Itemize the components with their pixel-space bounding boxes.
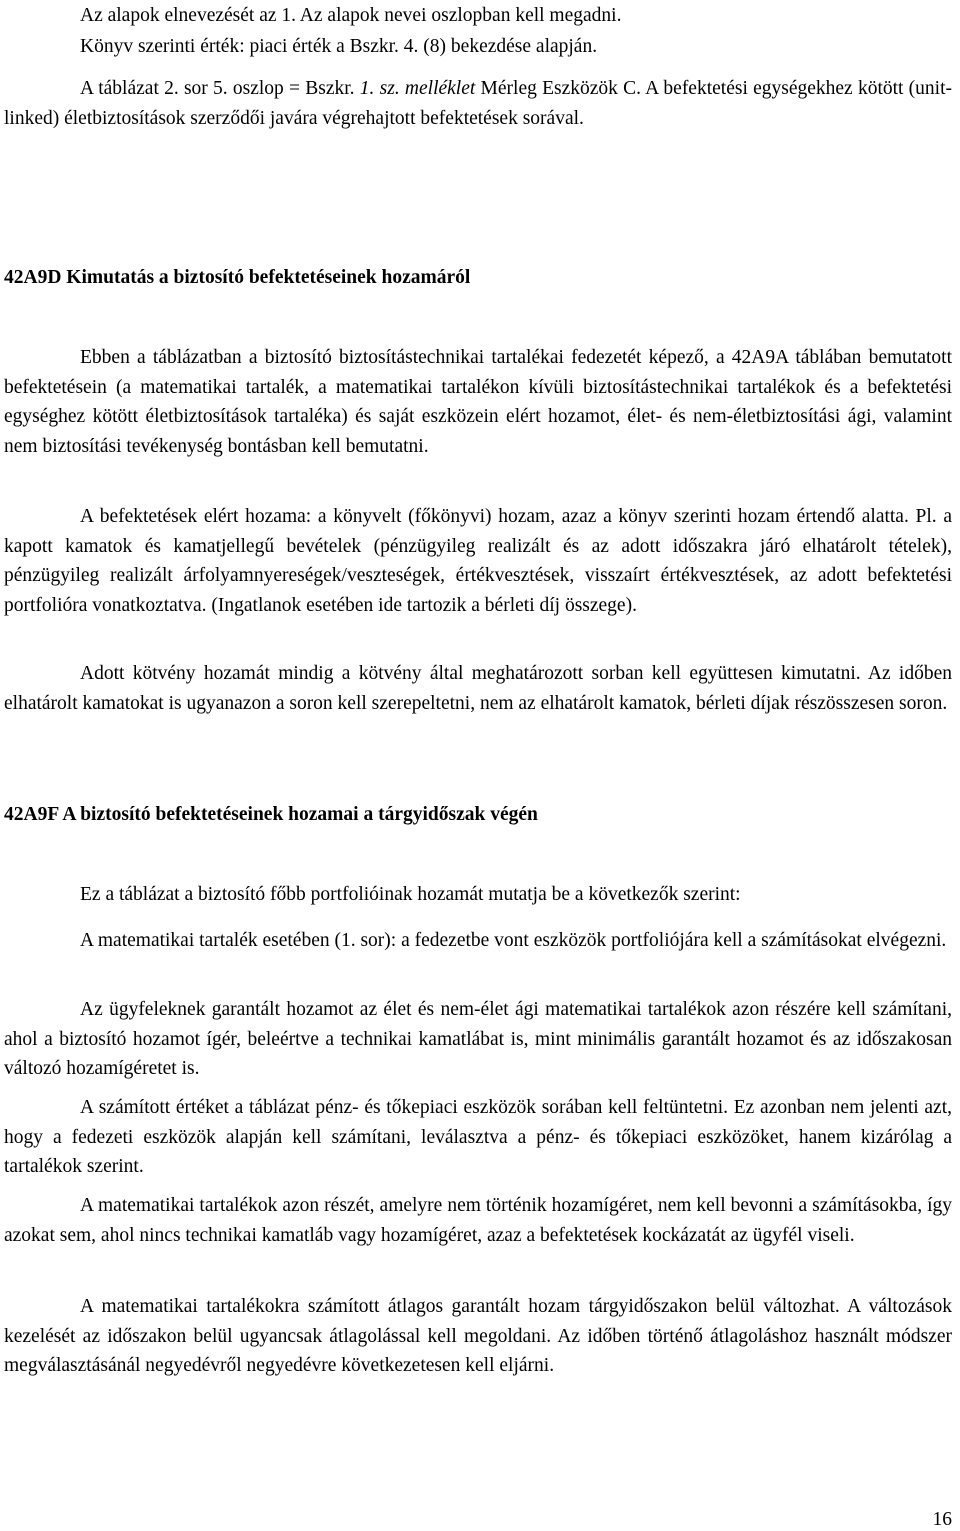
intro-p3-text-b: Mérleg Eszközök C. A befektetési egységekhez kötött (unit-linked) életbiztosítások szerződői javára végrehajtott befektetések sorával. bbox=[4, 78, 953, 129]
a9f-paragraph-3: Az ügyfeleknek garantált hozamot az élet és nem-élet ági matematikai tartalékok azon részére kell számítani, ahol a biztosító hozamot ígér, beleértve a technikai kamatlábat is, mint minimális garantált hozamot és az időszakosan változó hozamígéretet is. bbox=[4, 999, 952, 1079]
intro-p3-text-a: A táblázat 2. sor 5. oszlop = Bszkr. bbox=[80, 78, 360, 99]
a9f-paragraph-4: A számított értéket a táblázat pénz- és tőkepiaci eszközök sorában kell feltüntetni. Ez azonban nem jelenti azt, hogy a fedezeti eszközök alapján kell számítani, leválasztva a pénz- és tőkepiaci eszközöket, hanem kizárólag a tartalékok szerint. bbox=[4, 1097, 952, 1177]
a9f-paragraph-1: Ez a táblázat a biztosító főbb portfolióinak hozamát mutatja be a következők szerint: bbox=[80, 884, 741, 905]
section-heading-42a9d: 42A9D Kimutatás a biztosító befektetéseinek hozamáról bbox=[4, 267, 471, 288]
a9d-paragraph-3: Adott kötvény hozamát mindig a kötvény által meghatározott sorban kell együttesen kimutatni. Az időben elhatárolt kamatokat is ugyanazon a soron kell szerepeltetni, nem az elhatárolt kamatok, bérleti díjak részösszesen soron. bbox=[4, 663, 952, 714]
a9f-paragraph-6: A matematikai tartalékokra számított átlagos garantált hozam tárgyidőszakon belül változhat. A változások kezelését az időszakon belül ugyancsak átlagolással kell megoldani. Az időben történő átlagoláshoz használt módszer megválasztásánál negyedévről negyedévre következetesen kell eljárni. bbox=[4, 1296, 952, 1376]
intro-line-1: Az alapok elnevezését az 1. Az alapok nevei oszlopban kell megadni. bbox=[80, 5, 622, 26]
a9f-paragraph-2: A matematikai tartalék esetében (1. sor): a fedezetbe vont eszközök portfoliójára kell a számításokat elvégezni. bbox=[80, 930, 947, 951]
intro-p3-italic: 1. sz. melléklet bbox=[359, 78, 476, 99]
section-heading-42a9f: 42A9F A biztosító befektetéseinek hozamai a tárgyidőszak végén bbox=[4, 804, 538, 825]
intro-paragraph-3 bbox=[4, 74, 952, 133]
a9d-paragraph-1: Ebben a táblázatban a biztosító biztosítástechnikai tartalékai fedezetét képező, a 42A9A táblában bemutatott befektetésein (a matematikai tartalék, a matematikai tartalékon kívüli biztosítástechnikai tartalékok és a befektetési egységhez kötött életbiztosítások tartaléka) és saját eszközein elért hozamot, élet- és nem-életbiztosítási ági, valamint nem biztosítási tevékenység bontásban kell bemutatni. bbox=[4, 347, 952, 457]
a9d-paragraph-2: A befektetések elért hozama: a könyvelt (főkönyvi) hozam, azaz a könyv szerinti hozam értendő alatta. Pl. a kapott kamatok és kamatjellegű bevételek (pénzügyileg realizált és az adott időszakra járó elhatárolt tételek), pénzügyileg realizált árfolyamnyereségek/veszteségek, értékvesztések, visszaírt értékvesztések, az adott befektetési portfolióra vonatkoztatva. (Ingatlanok esetében ide tartozik a bérleti díj összege). bbox=[4, 506, 952, 616]
page-number: 16 bbox=[932, 1509, 952, 1530]
a9f-paragraph-5: A matematikai tartalékok azon részét, amelyre nem történik hozamígéret, nem kell bevonni a számításokba, így azokat sem, ahol nincs technikai kamatláb vagy hozamígéret, azaz a befektetések kockázatát az ügyfél viseli. bbox=[4, 1195, 952, 1246]
intro-line-2: Könyv szerinti érték: piaci érték a Bszkr. 4. (8) bekezdése alapján. bbox=[80, 36, 598, 57]
